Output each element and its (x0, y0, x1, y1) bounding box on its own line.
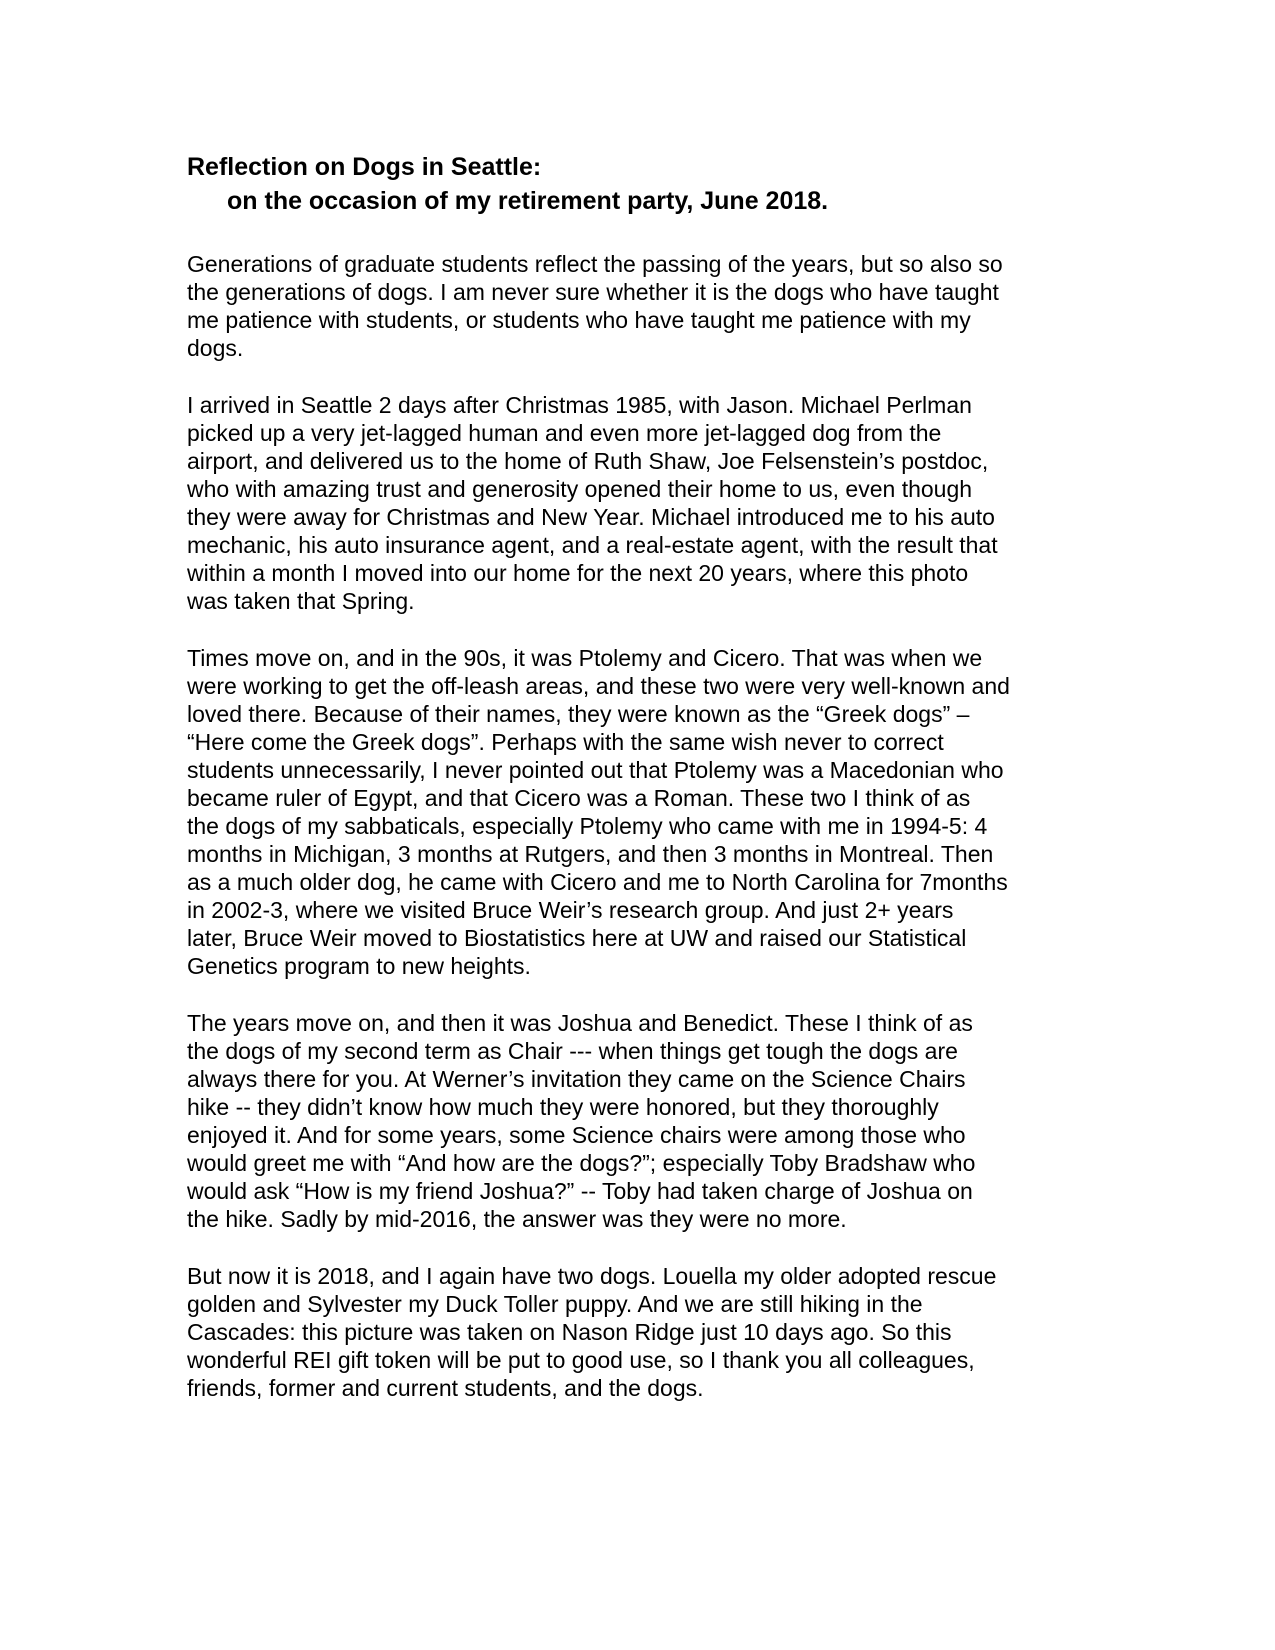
paragraph-line: golden and Sylvester my Duck Toller puppy. And we are still hiking in the (187, 1291, 923, 1317)
paragraph-line: wonderful REI gift token will be put to good use, so I thank you all colleagues, (187, 1347, 975, 1373)
paragraph-line: “Here come the Greek dogs”. Perhaps with the same wish never to correct (187, 729, 944, 755)
paragraph-line: hike -- they didn’t know how much they were honored, but they thoroughly (187, 1094, 939, 1120)
paragraph-line: in 2002-3, where we visited Bruce Weir’s research group. And just 2+ years (187, 897, 954, 923)
paragraph-line: dogs. (187, 335, 244, 361)
paragraph-line: students unnecessarily, I never pointed out that Ptolemy was a Macedonian who (187, 757, 1004, 783)
paragraph-line: mechanic, his auto insurance agent, and a real-estate agent, with the result that (187, 532, 998, 558)
paragraph-line: would ask “How is my friend Joshua?” -- Toby had taken charge of Joshua on (187, 1178, 973, 1204)
paragraph-line: the hike. Sadly by mid-2016, the answer was they were no more. (187, 1206, 847, 1232)
paragraph-2 (187, 391, 1087, 615)
paragraph-line: became ruler of Egypt, and that Cicero was a Roman. These two I think of as (187, 785, 971, 811)
paragraph-line: always there for you. At Werner’s invitation they came on the Science Chairs (187, 1066, 966, 1092)
paragraph-line: Cascades: this picture was taken on Nason Ridge just 10 days ago. So this (187, 1319, 952, 1345)
paragraph-line: the dogs of my second term as Chair --- when things get tough the dogs are (187, 1038, 958, 1064)
paragraph-line: was taken that Spring. (187, 588, 415, 614)
paragraph-line: I arrived in Seattle 2 days after Christmas 1985, with Jason. Michael Perlman (187, 392, 972, 418)
paragraph-line: they were away for Christmas and New Year. Michael introduced me to his auto (187, 504, 995, 530)
paragraph-3 (187, 644, 1087, 980)
title-line-2: on the occasion of my retirement party, June 2018. (227, 187, 829, 215)
paragraph-line: me patience with students, or students who have taught me patience with my (187, 307, 971, 333)
paragraph-1 (187, 250, 1087, 362)
paragraph-line: months in Michigan, 3 months at Rutgers, and then 3 months in Montreal. Then (187, 841, 994, 867)
paragraph-4 (187, 1009, 1087, 1233)
paragraph-line: within a month I moved into our home for the next 20 years, where this photo (187, 560, 969, 586)
paragraph-line: would greet me with “And how are the dogs?”; especially Toby Bradshaw who (187, 1150, 976, 1176)
paragraph-line: Genetics program to new heights. (187, 953, 531, 979)
paragraph-line: Generations of graduate students reflect the passing of the years, but so also so (187, 251, 1003, 277)
paragraph-line: as a much older dog, he came with Cicero and me to North Carolina for 7months (187, 869, 1008, 895)
paragraph-line: later, Bruce Weir moved to Biostatistics here at UW and raised our Statistical (187, 925, 967, 951)
paragraph-line: the generations of dogs. I am never sure whether it is the dogs who have taught (187, 279, 999, 305)
document-title (187, 150, 1087, 218)
paragraph-line: who with amazing trust and generosity opened their home to us, even though (187, 476, 973, 502)
document-page (187, 150, 1087, 1431)
paragraph-line: The years move on, and then it was Joshua and Benedict. These I think of as (187, 1010, 973, 1036)
paragraph-line: But now it is 2018, and I again have two dogs. Louella my older adopted rescue (187, 1263, 997, 1289)
paragraph-line: were working to get the off-leash areas, and these two were very well-known and (187, 673, 1010, 699)
paragraph-line: friends, former and current students, and the dogs. (187, 1375, 704, 1401)
paragraph-line: loved there. Because of their names, they were known as the “Greek dogs” – (187, 701, 970, 727)
paragraph-line: enjoyed it. And for some years, some Science chairs were among those who (187, 1122, 966, 1148)
document-body (187, 250, 1087, 1402)
paragraph-line: Times move on, and in the 90s, it was Ptolemy and Cicero. That was when we (187, 645, 983, 671)
title-line-1: Reflection on Dogs in Seattle: (187, 153, 542, 181)
paragraph-line: the dogs of my sabbaticals, especially Ptolemy who came with me in 1994-5: 4 (187, 813, 988, 839)
paragraph-5 (187, 1262, 1087, 1402)
paragraph-line: airport, and delivered us to the home of Ruth Shaw, Joe Felsenstein’s postdoc, (187, 448, 989, 474)
paragraph-line: picked up a very jet-lagged human and even more jet-lagged dog from the (187, 420, 942, 446)
